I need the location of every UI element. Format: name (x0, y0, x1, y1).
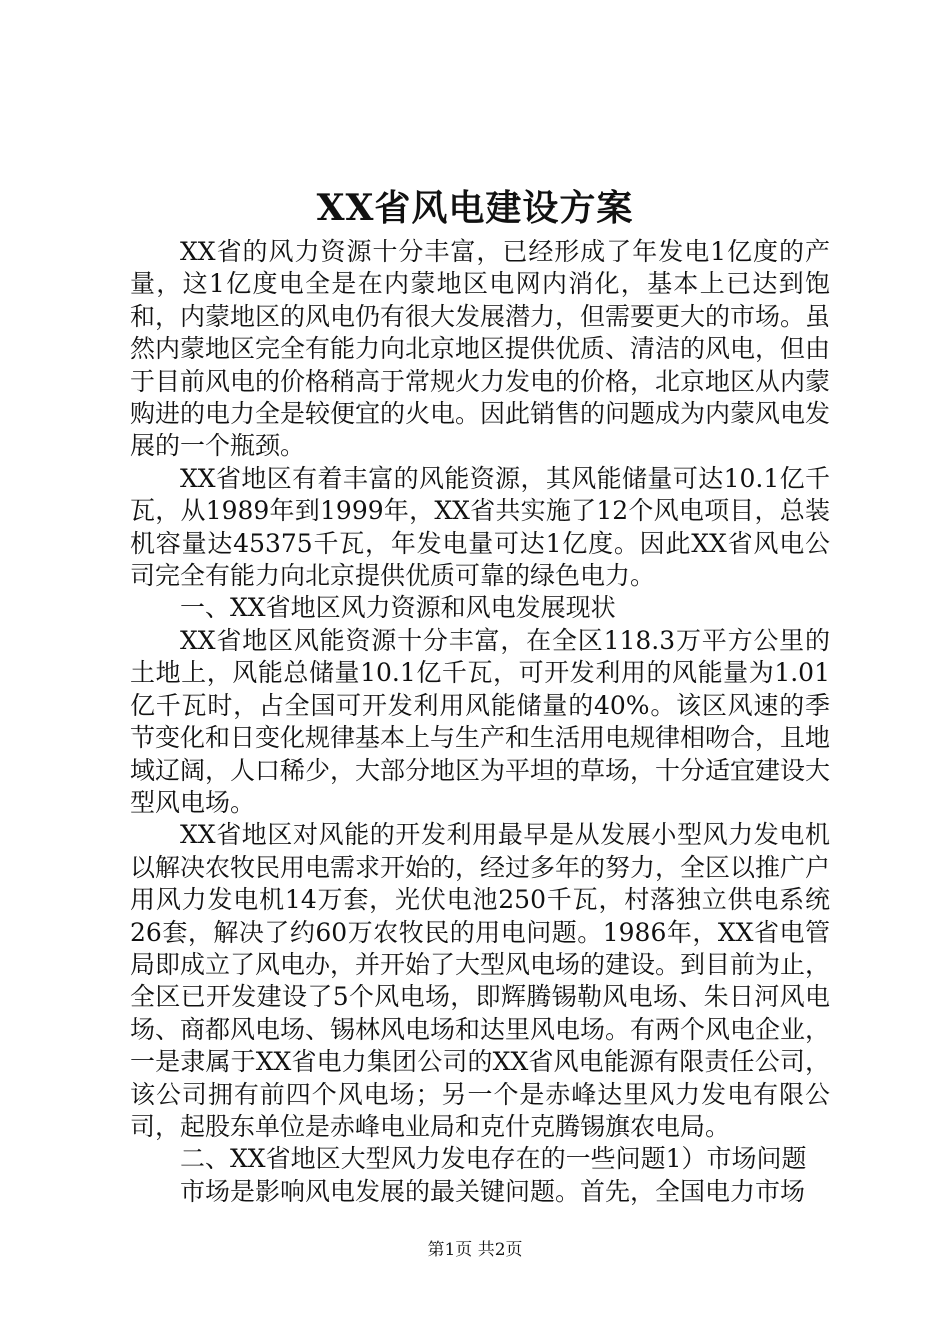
section-heading-2: 二、XX省地区大型风力发电存在的一些问题1）市场问题 (180, 1144, 807, 1174)
paragraph-wind-energy: XX省地区风能资源十分丰富，在全区118.3万平方公里的土地上，风能总储量10.1亿千瓦，可开发利用的风能量为1.01亿千瓦时，占全国可开发利用风能储量的40%。该区风速的季节变化和日变化规律基本上与生产和生活用电规律相吻合，且地域辽阔，人口稀少，大部分地区为平坦的草场，十分适宜建设大型风电场。 (130, 625, 831, 817)
paragraph-market: 市场是影响风电发展的最关键问题。首先，全国电力市场 (180, 1176, 806, 1206)
document-body (130, 236, 830, 1208)
section-heading-1: 一、XX省地区风力资源和风电发展现状 (180, 593, 616, 623)
paragraph-resources: XX省地区有着丰富的风能资源，其风能储量可达10.1亿千瓦，从1989年到1999年，XX省共实施了12个风电项目，总装机容量达45375千瓦，年发电量可达1亿度。因此XX省风电公司完全有能力向北京提供优质可靠的绿色电力。 (130, 463, 830, 591)
paragraph-intro: XX省的风力资源十分丰富，已经形成了年发电1亿度的产量，这1亿度电全是在内蒙地区电网内消化，基本上已达到饱和，内蒙地区的风电仍有很大发展潜力，但需要更大的市场。虽然内蒙地区完全有能力向北京地区提供优质、清洁的风电，但由于目前风电的价格稍高于常规火力发电的价格，北京地区从内蒙购进的电力全是较便宜的火电。因此销售的问题成为内蒙风电发展的一个瓶颈。 (130, 237, 831, 461)
paragraph-development: XX省地区对风能的开发利用最早是从发展小型风力发电机以解决农牧民用电需求开始的，经过多年的努力，全区以推广户用风力发电机14万套，光伏电池250千瓦，村落独立供电系统26套，解决了约60万农牧民的用电问题。1986年，XX省电管局即成立了风电办，并开始了大型风电场的建设。到目前为止，全区已开发建设了5个风电场，即辉腾锡勒风电场、朱日河风电场、商都风电场、锡林风电场和达里风电场。有两个风电企业，一是隶属于XX省电力集团公司的XX省风电能源有限责任公司，该公司拥有前四个风电场；另一个是赤峰达里风力发电有限公司，起股东单位是赤峰电业局和克什克腾锡旗农电局。 (130, 820, 831, 1141)
page-number: 第1页 共2页 (427, 1240, 523, 1260)
document-title: XX省风电建设方案 (316, 187, 634, 229)
